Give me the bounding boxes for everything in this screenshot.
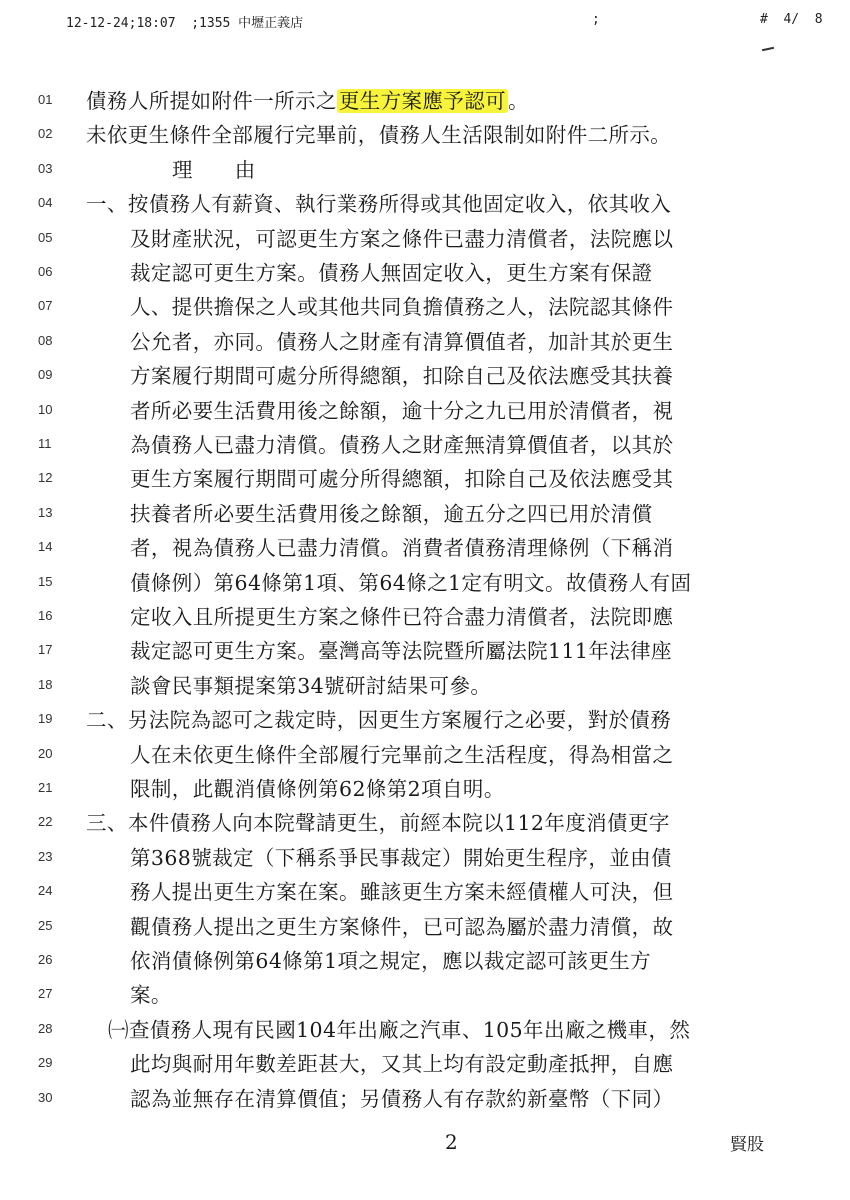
line-text (172, 153, 256, 187)
document-line (0, 531, 850, 565)
line-text-before: 債務人所提如附件一所示之 (86, 89, 337, 113)
line-text (130, 1047, 673, 1081)
line-text (86, 703, 671, 737)
line-text (130, 841, 672, 875)
fax-header (0, 12, 850, 34)
line-content: 未依更生條件全部履行完畢前，債務人生活限制如附件二所示。 (86, 123, 672, 148)
line-content: 按債務人有薪資、執行業務所得或其他固定收入，依其收入 (127, 192, 672, 217)
line-text (130, 359, 673, 393)
line-content: 依消債條例第64條第1項之規定，應以裁定認可該更生方 (130, 949, 652, 973)
line-content: 案。 (130, 983, 172, 1008)
document-line (0, 118, 850, 152)
section-marker: ㈠ (108, 1017, 129, 1042)
document-line (0, 772, 850, 806)
document-line (0, 944, 850, 978)
line-number: 24 (38, 883, 53, 899)
line-text (130, 738, 673, 772)
line-number: 30 (38, 1089, 53, 1105)
line-content: 人、提供擔保之人或其他共同負擔債務之人，法院認其條件 (130, 295, 674, 320)
line-content: 公允者，亦同。債務人之財產有清算價值者，加計其於更生 (130, 329, 674, 354)
fax-header-mid: ; (592, 12, 600, 27)
document-line (0, 738, 850, 772)
document-line (0, 1013, 850, 1047)
line-number: 28 (38, 1020, 53, 1036)
line-number: 05 (38, 229, 53, 245)
line-content: 此均與耐用年數差距甚大，又其上均有設定動產抵押，自應 (130, 1052, 674, 1077)
line-text-after: 。 (508, 89, 529, 113)
line-content: 者所必要生活費用後之餘額，逾十分之九已用於清償者，視 (130, 398, 674, 423)
line-content: 觀債務人提出之更生方案條件，已可認為屬於盡力清償，故 (130, 914, 674, 939)
line-text (130, 222, 673, 256)
line-content: 裁定認可更生方案。臺灣高等法院暨所屬法院111年法律座 (130, 639, 672, 664)
line-content: 理 由 (172, 157, 256, 182)
document-line (0, 325, 850, 359)
document-line (0, 600, 850, 634)
line-text (130, 290, 673, 324)
line-text (86, 806, 670, 840)
line-number: 14 (38, 539, 53, 555)
document-line (0, 806, 850, 840)
document-line (0, 669, 850, 703)
section-marker: 一、 (86, 192, 128, 217)
line-text (130, 669, 491, 703)
line-text (130, 600, 673, 634)
document-line (0, 153, 850, 187)
line-number: 19 (38, 711, 53, 727)
line-number: 15 (38, 573, 53, 589)
line-number: 01 (38, 92, 53, 107)
line-content: 裁定認可更生方案。債務人無固定收入，更生方案有保證 (130, 261, 653, 285)
document-line (0, 187, 850, 221)
line-number: 10 (38, 401, 53, 417)
line-text (130, 428, 673, 462)
line-content: 談會民事類提案第34號研討結果可參。 (130, 673, 492, 698)
fax-mark (762, 47, 774, 51)
line-number: 29 (38, 1055, 53, 1071)
line-text (130, 256, 653, 290)
line-number: 13 (38, 504, 53, 520)
line-text (86, 118, 671, 152)
line-number: 23 (38, 848, 53, 864)
line-content: 定收入且所提更生方案之條件已符合盡力清償者，法院即應 (130, 605, 674, 629)
document-line (0, 394, 850, 428)
line-number: 18 (38, 676, 53, 692)
line-text (130, 944, 651, 978)
line-text (130, 910, 673, 944)
line-number: 02 (38, 126, 53, 142)
line-number: 06 (38, 264, 53, 279)
line-content: 務人提出更生方案在案。雖該更生方案未經債權人可決，但 (130, 880, 674, 905)
fax-header-left: 12-12-24;18:07 ;1355 中壢正義店 (66, 16, 304, 31)
highlighted-text: 更生方案應予認可 (338, 89, 507, 113)
line-text (130, 566, 691, 600)
document-line (0, 359, 850, 393)
line-number: 20 (38, 745, 53, 761)
line-content: 者，視為債務人已盡力清償。消費者債務清理條例（下稱消 (130, 536, 674, 561)
line-content: 及財產狀況，可認更生方案之條件已盡力清償者，法院應以 (130, 226, 674, 251)
line-content: 債條例）第64條第1項、第64條之1定有明文。故債務人有固 (130, 570, 692, 595)
line-content: 為債務人已盡力清償。債務人之財產無清算價值者，以其於 (130, 433, 674, 457)
line-text (130, 531, 673, 565)
line-number: 08 (38, 332, 53, 348)
line-number: 22 (38, 814, 53, 830)
line-content: 本件債務人向本院聲請更生，前經本院以112年度消債更字 (127, 811, 670, 836)
document-line (0, 703, 850, 737)
line-number: 27 (38, 986, 53, 1002)
document-line (0, 222, 850, 256)
document-line (0, 1047, 850, 1081)
line-text (86, 187, 671, 221)
fax-header-page: # 4/ 8 (760, 12, 823, 27)
line-number: 11 (38, 436, 52, 451)
line-text (130, 325, 673, 359)
line-number: 16 (38, 608, 53, 623)
line-content: 方案履行期間可處分所得總額，扣除自己及依法應受其扶養 (130, 364, 674, 389)
document-line (0, 910, 850, 944)
document-line (0, 841, 850, 875)
line-content: 更生方案履行期間可處分所得總額，扣除自己及依法應受其 (130, 467, 674, 492)
line-content: 扶養者所必要生活費用後之餘額，逾五分之四已用於清償 (130, 501, 653, 526)
line-text (130, 772, 505, 806)
clerk-section: 賢股 (730, 1135, 764, 1155)
line-text (130, 875, 673, 909)
line-number: 21 (38, 780, 53, 795)
document-line (0, 1082, 850, 1116)
line-text (130, 1082, 673, 1116)
line-text (130, 634, 672, 668)
line-content: 查債務人現有民國104年出廠之汽車、105年出廠之機車，然 (128, 1017, 691, 1042)
line-text (108, 1013, 690, 1047)
line-number: 25 (38, 917, 53, 933)
line-number: 09 (38, 367, 53, 383)
document-line (0, 462, 850, 496)
line-text (130, 497, 653, 531)
page-number: 2 (445, 1130, 458, 1154)
document-line (0, 256, 850, 290)
line-text (130, 462, 673, 496)
line-number: 26 (38, 952, 53, 967)
document-line (0, 978, 850, 1012)
line-content: 認為並無存在清算價值；另債務人有存款約新臺幣（下同） (130, 1086, 674, 1111)
line-text (86, 84, 529, 118)
line-content: 人在未依更生條件全部履行完畢前之生活程度，得為相當之 (130, 742, 674, 767)
line-text (130, 978, 172, 1012)
line-content: 另法院為認可之裁定時，因更生方案履行之必要，對於債務 (127, 708, 672, 733)
line-number: 03 (38, 160, 53, 176)
document-line (0, 634, 850, 668)
line-content: 第368號裁定（下稱系爭民事裁定）開始更生程序，並由債 (130, 845, 672, 870)
document-line (0, 428, 850, 462)
document-line (0, 84, 850, 118)
section-marker: 三、 (86, 811, 128, 836)
document-line (0, 875, 850, 909)
line-content: 限制，此觀消債條例第62條第2項自明。 (130, 777, 505, 801)
line-number: 12 (38, 470, 53, 486)
line-text (130, 394, 673, 428)
document-line (0, 566, 850, 600)
document-line (0, 290, 850, 324)
line-number: 07 (38, 298, 53, 314)
section-marker: 二、 (86, 708, 128, 733)
line-number: 17 (38, 642, 53, 658)
line-number: 04 (38, 195, 53, 211)
document-line (0, 497, 850, 531)
